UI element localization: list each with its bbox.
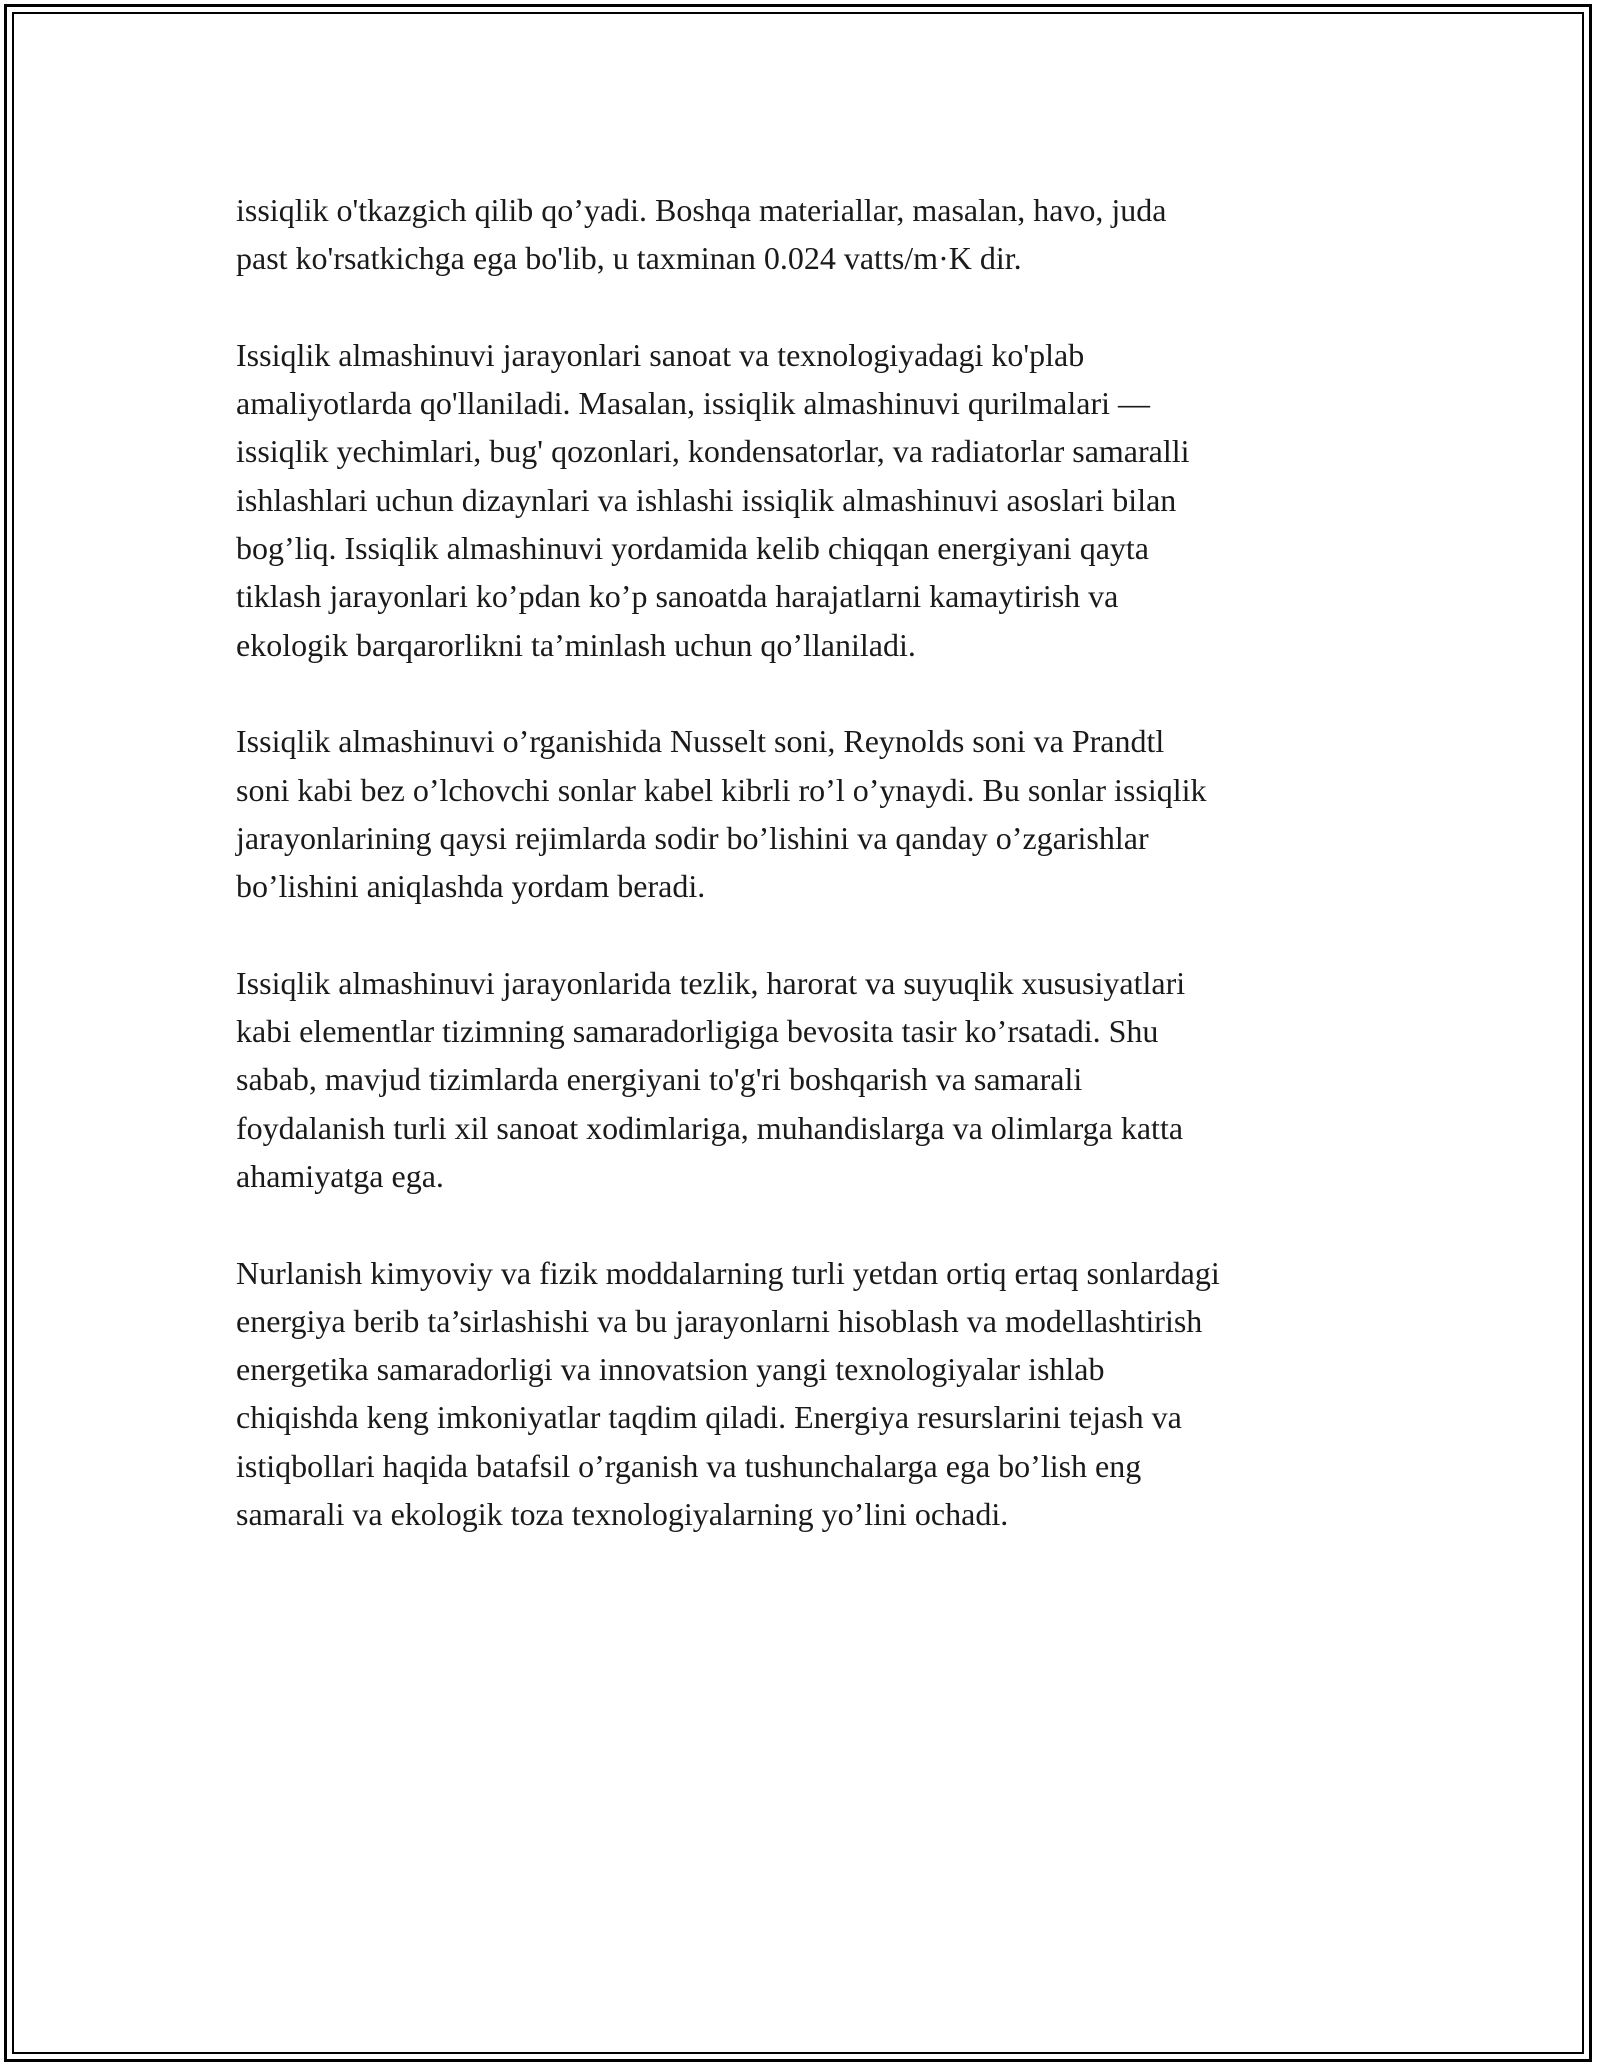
paragraph-radiation: Nurlanish kimyoviy va fizik moddalarning turli yetdan ortiq ertaq sonlardagi energiya berib ta’sirlashishi va bu jarayonlarni hisoblash va modellashtirish energetika samaradorligi va innovatsion yangi texnologiyalar ishlab chiqishda keng imkoniyatlar taqdim qiladi. Energiya resurslarini tejash va istiqbollari haqida batafsil o’rganish va tushunchalarga ega bo’lish eng samarali va ekologik toza texnologiyalarning yo’lini ochadi.	[236, 1254, 1220, 1533]
paragraph-dimensionless-numbers: Issiqlik almashinuvi o’rganishida Nusselt soni, Reynolds soni va Prandtl soni kabi bez o’lchovchi sonlar kabel kibrli ro’l o’ynaydi. Bu sonlar issiqlik jarayonlarining qaysi rejimlarda sodir bo’lishini va qanday o’zgarishlar bo’lishini aniqlashda yordam beradi.	[236, 723, 1207, 905]
document-body	[236, 186, 1376, 1587]
paragraph-heat-exchange-applications: Issiqlik almashinuvi jarayonlari sanoat va texnologiyadagi ko'plab amaliyotlarda qo'llaniladi. Masalan, issiqlik almashinuvi qurilmalari — issiqlik yechimlari, bug' qozonlari, kondensatorlar, va radiatorlar samaralli ishlashlari uchun dizaynlari va ishlashi issiqlik almashinuvi asoslari bilan bog’liq. Issiqlik almashinuvi yordamida kelib chiqqan energiyani qayta tiklash jarayonlari ko’pdan ko’p sanoatda harajatlarni kamaytirish va ekologik barqarorlikni ta’minlash uchun qo’llaniladi.	[236, 336, 1190, 663]
paragraph-system-efficiency: Issiqlik almashinuvi jarayonlarida tezlik, harorat va suyuqlik xususiyatlari kabi elementlar tizimning samaradorligiga bevosita tasir ko’rsatadi. Shu sabab, mavjud tizimlarda energiyani to'g'ri boshqarish va samarali foydalanish turli xil sanoat xodimlariga, muhandislarga va olimlarga katta ahamiyatga ega.	[236, 964, 1186, 1194]
paragraph-thermal-conductivity: issiqlik o'tkazgich qilib qo’yadi. Boshqa materiallar, masalan, havo, juda past ko'rsatkichga ega bo'lib, u taxminan 0.024 vatts/m·K dir.	[236, 192, 1167, 277]
